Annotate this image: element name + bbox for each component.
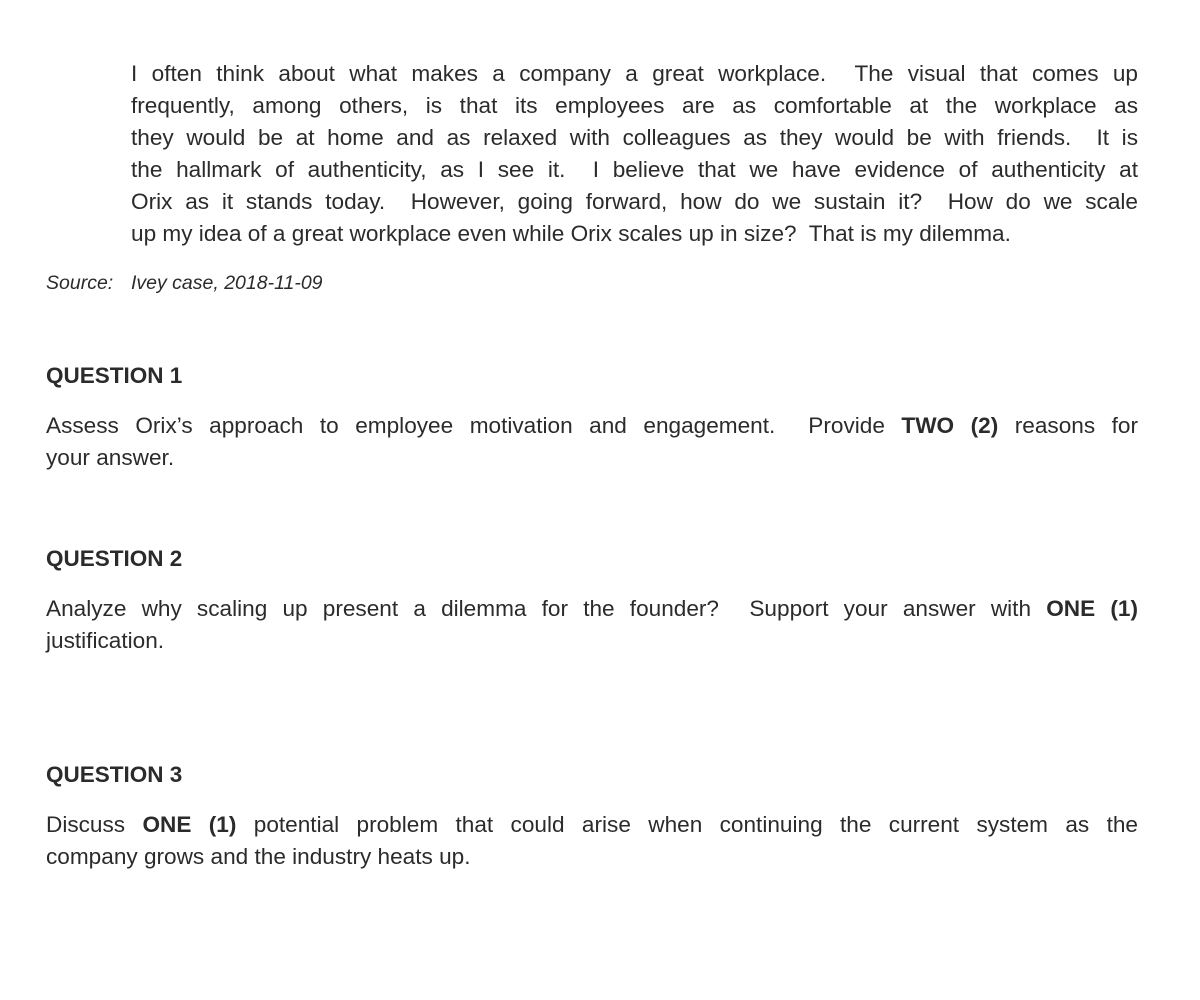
question-1-line-1 [46, 410, 1138, 442]
question-2-line-1 [46, 593, 1138, 625]
text-segment: reasons for [998, 413, 1138, 438]
quote-line: the hallmark of authenticity, as I see it. I believe that we have evidence of authenticity at [131, 157, 1138, 182]
question-3-heading: QUESTION 3 [46, 762, 183, 787]
question-1-text [46, 410, 1138, 474]
source-value: Ivey case, 2018-11-09 [131, 272, 323, 294]
quote-line: I often think about what makes a company a great workplace. The visual that comes up [131, 61, 1138, 86]
founder-quote [131, 58, 1138, 250]
emphasis-text: TWO (2) [901, 413, 999, 438]
text-segment: Assess Orix’s approach to employee motivation and engagement. Provide [46, 413, 902, 438]
quote-line: frequently, among others, is that its employees are as comfortable at the workplace as [131, 93, 1138, 118]
text-segment: Analyze why scaling up present a dilemma for the founder? Support your answer with [46, 596, 1047, 621]
question-3-line-1 [46, 809, 1138, 841]
source-label: Source: [46, 272, 114, 294]
question-1-line-2: your answer. [46, 445, 175, 470]
quote-line: they would be at home and as relaxed with colleagues as they would be with friends. It is [131, 125, 1138, 150]
question-3-text [46, 809, 1138, 873]
question-3-line-2: company grows and the industry heats up. [46, 844, 471, 869]
question-2-line-2: justification. [46, 628, 165, 653]
emphasis-text: ONE (1) [142, 812, 237, 837]
question-2-text [46, 593, 1138, 657]
quote-line: Orix as it stands today. However, going forward, how do we sustain it? How do we scale [131, 189, 1138, 214]
source-citation [46, 270, 323, 296]
text-segment: potential problem that could arise when continuing the current system as the [236, 812, 1138, 837]
emphasis-text: ONE (1) [1046, 596, 1138, 621]
text-segment: Discuss [46, 812, 143, 837]
question-1-heading: QUESTION 1 [46, 363, 183, 388]
question-2-heading: QUESTION 2 [46, 546, 183, 571]
quote-line: up my idea of a great workplace even while Orix scales up in size? That is my dilemma. [131, 221, 1011, 246]
